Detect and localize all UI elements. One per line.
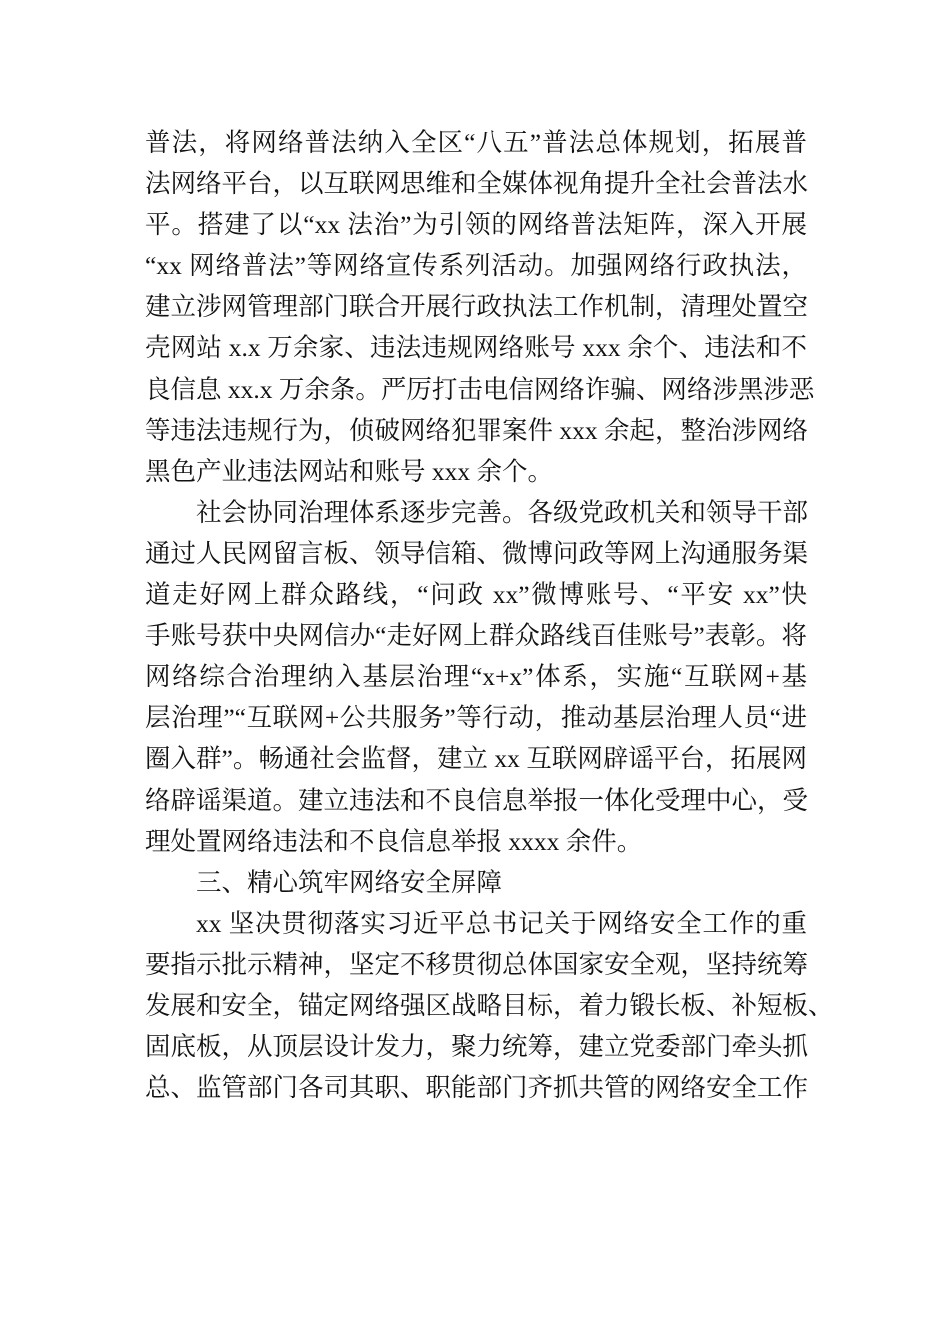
text-line: 圈入群”。畅通社会监督，建立 xx 互联网辟谣平台，拓展网 [145,744,807,774]
paragraph-online-law [145,122,815,492]
document-page [145,122,834,1108]
text-line: 络辟谣渠道。建立违法和不良信息举报一体化受理中心，受 [145,785,809,815]
text-line: 等违法违规行为，侦破网络犯罪案件 xxx 余起，整治涉网络 [145,415,809,445]
text-line: 总、监管部门各司其职、职能部门齐抓共管的网络安全工作 [145,1073,809,1103]
text-line: 理处置网络违法和不良信息举报 xxxx 余件。 [145,826,643,856]
paragraph-social-governance [145,492,807,862]
text-line: 通过人民网留言板、领导信箱、微博问政等网上沟通服务渠 [145,538,809,568]
text-line: 三、精心筑牢网络安全屏障 [196,867,503,897]
text-line: 层治理”“互联网+公共服务”等行动，推动基层治理人员“进 [145,703,807,733]
text-line: 道走好网上群众路线，“问政 xx”微博账号、“平安 xx”快 [145,580,807,610]
text-line: “xx 网络普法”等网络宣传系列活动。加强网络行政执法， [145,251,807,281]
text-line: 黑色产业违法网站和账号 xxx 余个。 [145,456,554,486]
text-line: 网络综合治理纳入基层治理“x+x”体系，实施“互联网+基 [145,662,807,692]
text-line: xx 坚决贯彻落实习近平总书记关于网络安全工作的重 [196,908,807,938]
text-line: 壳网站 x.x 万余家、违法违规网络账号 xxx 余个、违法和不 [145,333,807,363]
text-line: 发展和安全，锚定网络强区战略目标，着力锻长板、补短板、 [145,990,834,1020]
text-line: 平。搭建了以“xx 法治”为引领的网络普法矩阵，深入开展 [145,210,807,240]
text-line: 普法，将网络普法纳入全区“八五”普法总体规划，拓展普 [145,128,807,157]
paragraph-network-security [145,903,834,1108]
text-line: 社会协同治理体系逐步完善。各级党政机关和领导干部 [196,497,809,527]
text-line: 建立涉网管理部门联合开展行政执法工作机制，清理处置空 [145,292,809,322]
text-line: 良信息 xx.x 万余条。严厉打击电信网络诈骗、网络涉黑涉恶 [145,374,815,404]
text-line: 手账号获中央网信办“走好网上群众路线百佳账号”表彰。将 [145,621,807,651]
text-line: 固底板，从顶层设计发力，聚力统筹，建立党委部门牵头抓 [145,1032,809,1062]
section-heading-3 [145,862,807,903]
text-line: 法网络平台，以互联网思维和全媒体视角提升全社会普法水 [145,169,809,199]
text-line: 要指示批示精神，坚定不移贯彻总体国家安全观，坚持统筹 [145,949,809,979]
